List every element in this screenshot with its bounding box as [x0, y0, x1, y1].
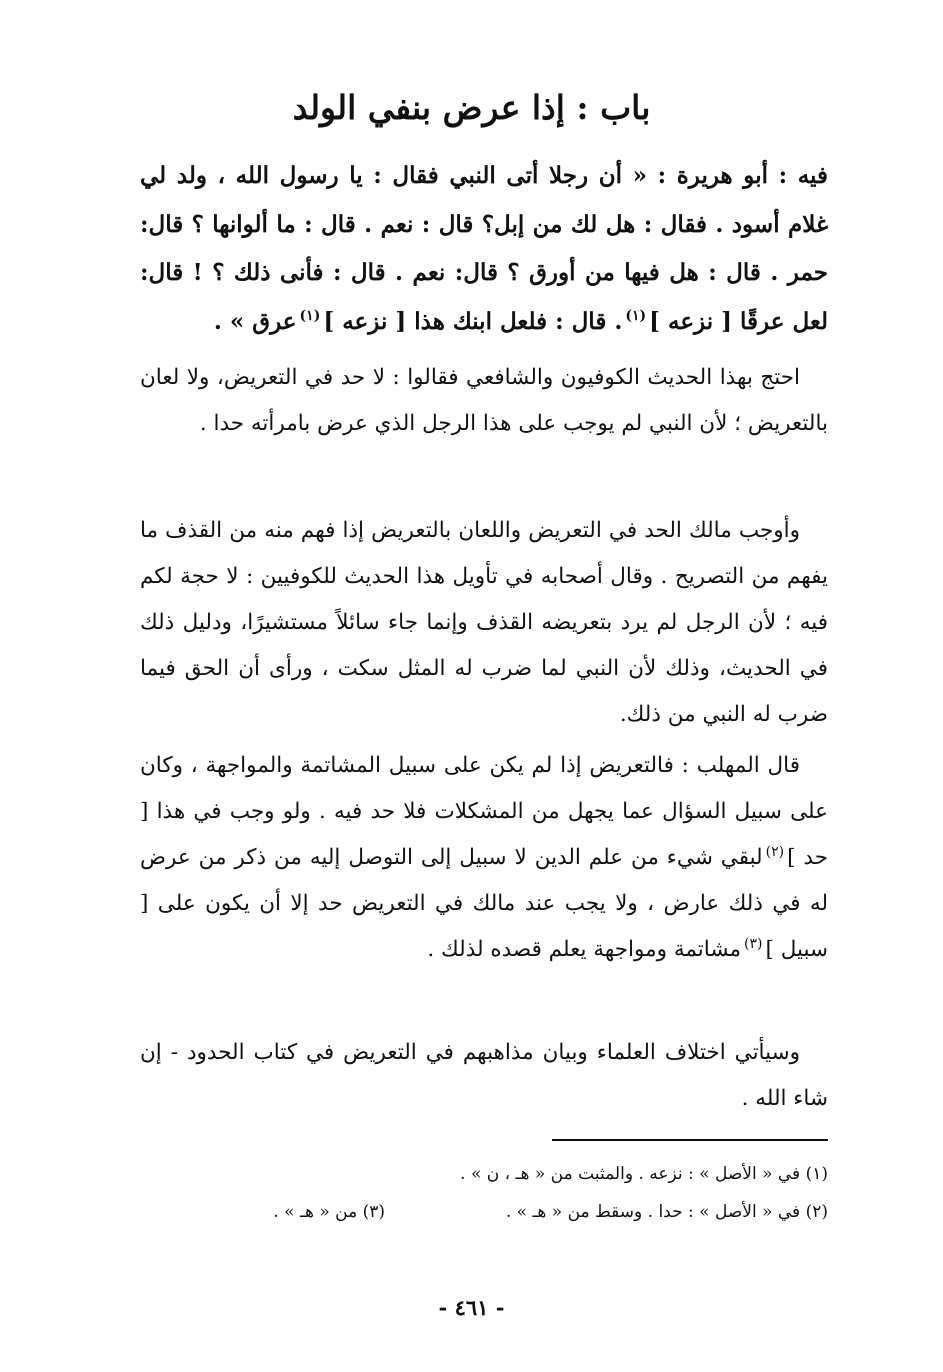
chapter-title: باب : إذا عرض بنفي الولد [292, 88, 651, 127]
footnote-1: (١) في « الأصل » : نزعه . والمثبت من « هـ ، ن » . [460, 1164, 828, 1184]
hadith-part-2: . قال : فلعل ابنك هذا [ نزعه ] [323, 307, 623, 335]
footnote-2: (٢) في « الأصل » : حدا . وسقط من « هـ » . [505, 1202, 828, 1222]
muhallab-part-1: قال المهلب : فالتعريض إذا لم يكن على سبيل المشاتمة والمواجهة ، وكان على سبيل السؤال عما يجهل من المشكلات فلا حد فيه . ولو وجب في هذا [ حد ] [140, 753, 828, 870]
page-number: - ٤٦١ - [438, 1295, 505, 1320]
hadith-part-3: عرق » . [213, 307, 297, 335]
footnote-ref-2: (٢) [765, 843, 785, 860]
footnote-separator [552, 1139, 828, 1141]
paragraph-malik: وأوجب مالك الحد في التعريض واللعان بالتعريض إذا فهم منه من القذف ما يفهم من التصريح . وقال أصحابه في تأويل هذا الحديث للكوفيين : لا حجة لكم فيه ؛ لأن الرجل لم يرد بتعريضه القذف وإنما جاء سائلاً مستشيرًا، ودليل ذلك في الحديث، وذلك لأن النبي لما ضرب له المثل سكت ، ورأى أن الحق فيما ضرب له النبي من ذلك. [140, 518, 828, 727]
paragraph-muhallab [140, 743, 828, 973]
muhallab-part-3: مشاتمة ومواجهة يعلم قصده لذلك . [427, 937, 742, 962]
footnote-ref-1: (١) [625, 307, 647, 324]
footnote-ref-1-repeat: (١) [299, 307, 321, 324]
hadith-part-1: فيه : أبو هريرة : « أن رجلا أتى النبي فقال : يا رسول الله ، ولد لي غلام أسود . فقال : هل لك من إبل؟ قال : نعم . قال : ما ألوانها ؟ قال: حمر . قال : هل فيها من أورق ؟ قال: نعم . قال : فأنى ذلك ؟ ! قال: لعل عرقًا [ نزعه ] [140, 162, 828, 335]
footnote-3: (٣) من « هـ » . [273, 1202, 385, 1222]
muhallab-part-2: لبقي شيء من علم الدين لا سبيل إلى التوصل إليه من ذكر من عرض له في ذلك عارض ، ولا يجب عند مالك في التعريض حد إلا أن يكون على [ سبيل ] [140, 845, 828, 962]
paragraph-kufiyun: احتج بهذا الحديث الكوفيون والشافعي فقالوا : لا حد في التعريض، ولا لعان بالتعريض ؛ لأن النبي لم يوجب على هذا الرجل الذي عرض بامرأته حدا . [140, 365, 828, 436]
footnote-ref-3: (٣) [744, 935, 763, 952]
paragraph-closing: وسيأتي اختلاف العلماء وبيان مذاهبهم في التعريض في كتاب الحدود - إن شاء الله . [140, 1040, 828, 1111]
hadith-text [140, 152, 828, 346]
